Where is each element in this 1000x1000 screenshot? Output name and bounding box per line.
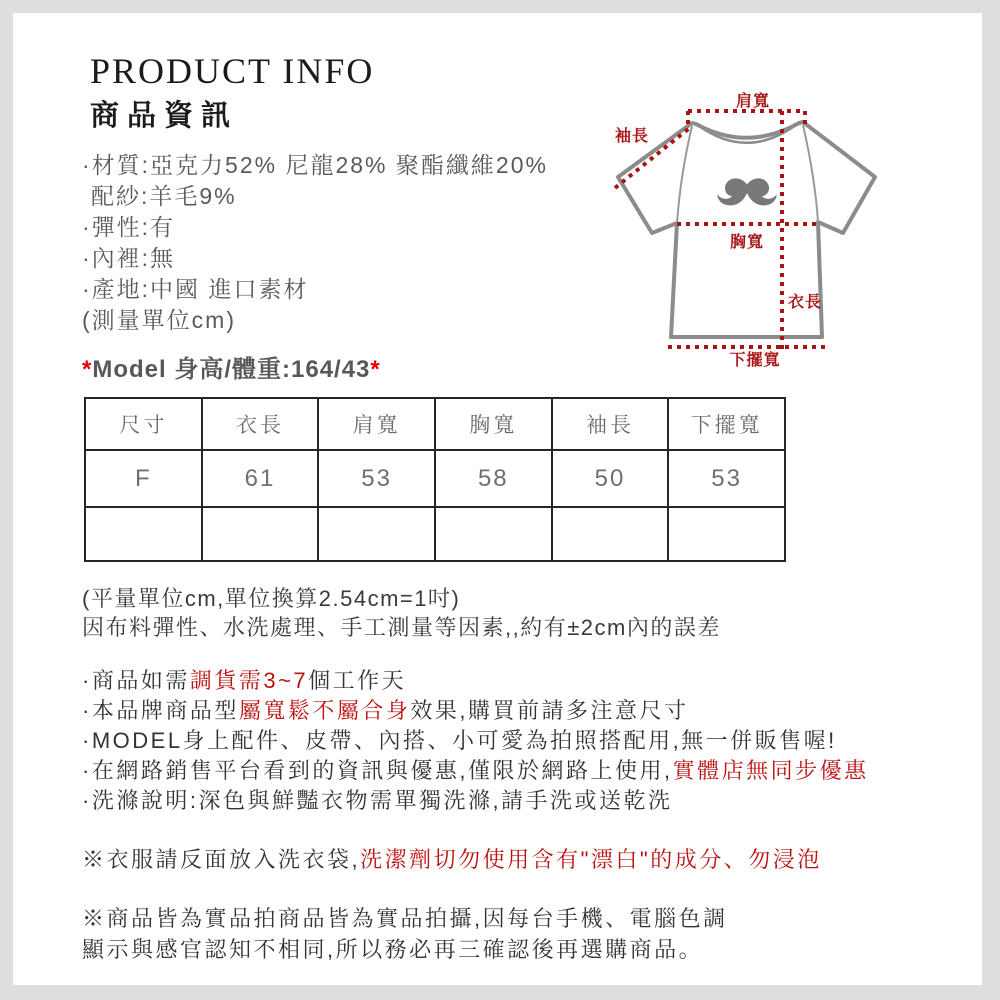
measure-unit-notes bbox=[82, 584, 721, 642]
size-table-header-cell: 肩寬 bbox=[318, 398, 435, 450]
size-table-cell bbox=[552, 507, 669, 561]
highlighted-red-text: 調貨需3~7 bbox=[189, 668, 309, 693]
asterisk-left: * bbox=[82, 356, 93, 383]
size-table-header-cell: 袖長 bbox=[552, 398, 669, 450]
note-line bbox=[82, 756, 869, 786]
highlighted-red-text: 實體店無同步優惠 bbox=[672, 758, 869, 783]
note-text: ·商品如需 bbox=[82, 668, 190, 693]
color-disclaimer-line1: ※商品皆為實品拍商品皆為實品拍攝,因每台手機、電腦色調 bbox=[82, 906, 728, 931]
asterisk-right: * bbox=[370, 356, 381, 383]
label-chest-width: 胸寬 bbox=[729, 234, 765, 251]
measure-note-line: 因布料彈性、水洗處理、手工測量等因素,,約有±2cm內的誤差 bbox=[82, 615, 721, 640]
size-table-header-cell: 胸寬 bbox=[435, 398, 552, 450]
purchase-notes bbox=[82, 666, 869, 816]
color-disclaimer-line2: 顯示與感官認知不相同,所以務必再三確認後再選購商品。 bbox=[82, 937, 704, 962]
size-table-cell: 58 bbox=[435, 450, 552, 507]
size-table-header-row bbox=[85, 398, 785, 450]
note-line bbox=[82, 666, 869, 696]
size-table-cell bbox=[435, 507, 552, 561]
highlighted-red-text: 屬寬鬆不屬合身 bbox=[238, 698, 411, 723]
size-table-cell: 53 bbox=[318, 450, 435, 507]
page-title-en: PRODUCT INFO bbox=[90, 51, 375, 91]
measure-note-line: (平量單位cm,單位換算2.54cm=1吋) bbox=[82, 586, 461, 611]
wash-warning-line bbox=[82, 845, 822, 875]
wash-warning-text bbox=[82, 845, 822, 875]
note-text: ·在網路銷售平台看到的資訊與優惠,僅限於網路上使用, bbox=[82, 758, 673, 783]
size-table-header-cell: 衣長 bbox=[202, 398, 319, 450]
size-table-cell: 61 bbox=[202, 450, 319, 507]
size-table-header-cell: 下擺寬 bbox=[668, 398, 785, 450]
label-shoulder-width: 肩寬 bbox=[735, 93, 771, 110]
size-table-header-cell: 尺寸 bbox=[85, 398, 202, 450]
spec-list bbox=[82, 150, 548, 336]
spec-line: ·內裡:無 bbox=[82, 245, 176, 271]
note-line bbox=[82, 786, 869, 816]
spec-line: ·彈性:有 bbox=[82, 214, 176, 240]
tshirt-measurement-diagram bbox=[580, 80, 950, 380]
size-table bbox=[84, 397, 786, 562]
color-disclaimer bbox=[82, 903, 728, 965]
note-text: 效果,購買前請多注意尺寸 bbox=[410, 698, 689, 723]
label-hem-width: 下擺寬 bbox=[729, 352, 781, 369]
size-table-cell bbox=[85, 507, 202, 561]
note-text: ※衣服請反面放入洗衣袋, bbox=[82, 847, 361, 872]
size-table-cell: F bbox=[85, 450, 202, 507]
note-text: ·MODEL身上配件、皮帶、內搭、小可愛為拍照搭配用,無一併販售喔! bbox=[82, 728, 837, 753]
note-text: 個工作天 bbox=[308, 668, 407, 693]
highlighted-red-text: 洗潔劑切勿使用含有"漂白"的成分、勿浸泡 bbox=[360, 847, 822, 872]
size-table-row bbox=[85, 450, 785, 507]
spec-line: ·產地:中國 進口素材 bbox=[82, 276, 309, 302]
note-line bbox=[82, 726, 869, 756]
note-text: ·洗滌說明:深色與鮮豔衣物需單獨洗滌,請手洗或送乾洗 bbox=[82, 788, 673, 813]
spec-line: (測量單位cm) bbox=[82, 307, 236, 333]
spec-line: ·材質:亞克力52% 尼龍28% 聚酯纖維20% bbox=[82, 152, 548, 178]
model-info-text: Model 身高/體重:164/43 bbox=[92, 356, 371, 383]
size-table-cell: 53 bbox=[668, 450, 785, 507]
note-line bbox=[82, 696, 869, 726]
size-table-cell bbox=[668, 507, 785, 561]
tshirt-outline bbox=[618, 122, 875, 337]
spec-line: 配紗:羊毛9% bbox=[91, 183, 237, 209]
size-table-cell bbox=[202, 507, 319, 561]
model-info-line bbox=[82, 349, 381, 384]
size-table-cell: 50 bbox=[552, 450, 669, 507]
size-table-cell bbox=[318, 507, 435, 561]
size-table-row bbox=[85, 507, 785, 561]
page-title-zh: 商品資訊 bbox=[90, 100, 239, 132]
label-garment-length: 衣長 bbox=[788, 294, 823, 311]
label-sleeve-length: 袖長 bbox=[614, 128, 650, 145]
note-text: ·本品牌商品型 bbox=[82, 698, 239, 723]
